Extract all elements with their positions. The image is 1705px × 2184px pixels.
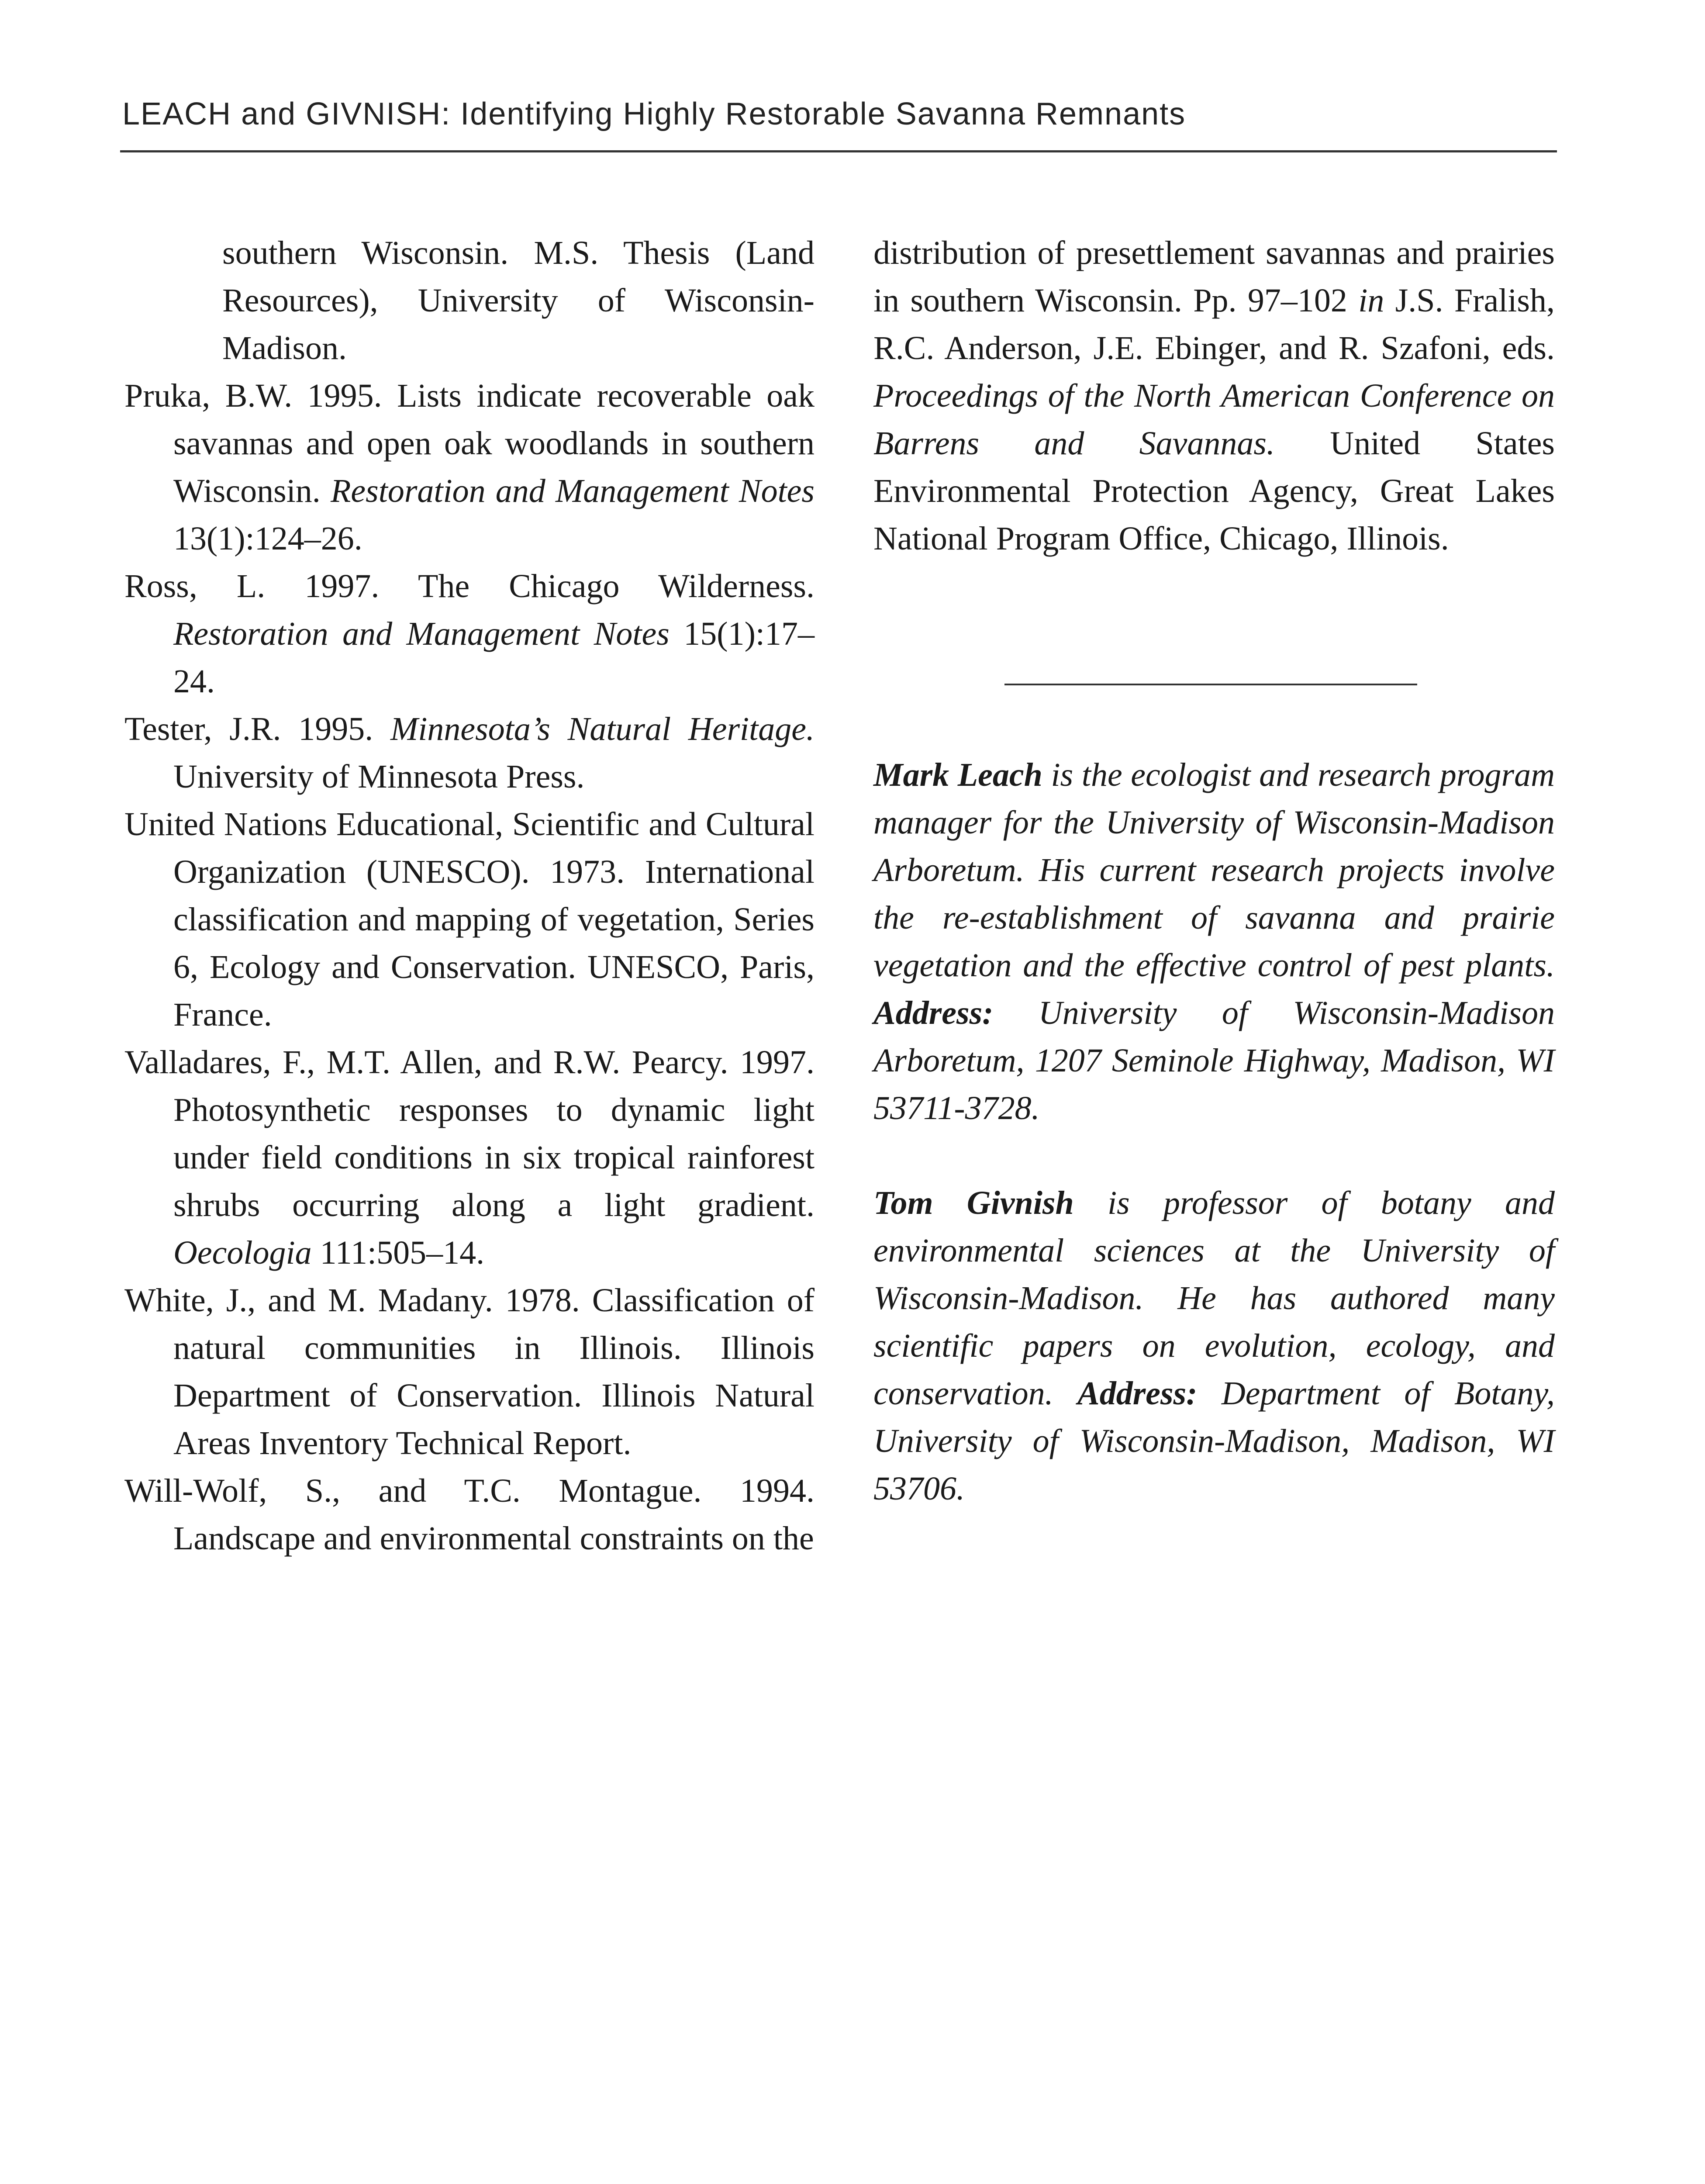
reference-valladares: Valladares, F., M.T. Allen, and R.W. Pearcy. 1997. Photosynthetic responses to dynamic light under field conditions in six tropical rainforest shrubs occurring along a light gradient. Oecologia 111:505–14. bbox=[124, 1044, 815, 1271]
reference-white: White, J., and M. Madany. 1978. Classification of natural communities in Illinois. Illinois Department of Conservation. Illinois Natural Areas Inventory Technical Report. bbox=[124, 1282, 815, 1462]
references-right-column bbox=[873, 229, 1555, 563]
reference-continuation: southern Wisconsin. M.S. Thesis (Land Resources), University of Wisconsin-Madison. bbox=[222, 235, 815, 366]
reference-willwolf-continuation: distribution of presettlement savannas and prairies in southern Wisconsin. Pp. 97–102 in J.S. Fralish, R.C. Anderson, J.E. Ebinger, and R. Szafoni, eds. Proceedings of the North American Conference on Barrens and Savannas. United States Environmental Protection Agency, Great Lakes National Program Office, Chicago, Illinois. bbox=[873, 235, 1555, 557]
reference-ross: Ross, L. 1997. The Chicago Wilderness. Restoration and Management Notes 15(1):17–24. bbox=[124, 568, 815, 700]
running-head: LEACH and GIVNISH: Identifying Highly Restorable Savanna Remnants bbox=[122, 97, 1186, 131]
author-bio-givnish: Tom Givnish is professor of botany and environmental sciences at the University of Wisconsin-Madison. He has authored many scientific papers on evolution, ecology, and conservation. Address: Department of Botany, University of Wisconsin-Madison, Madison, WI 53706. bbox=[873, 1185, 1555, 1507]
author-bio-leach: Mark Leach is the ecologist and research program manager for the University of Wisconsin-Madison Arboretum. His current research projects involve the re-establishment of savanna and prairie vegetation and the effective control of pest plants. Address: University of Wisconsin-Madison Arboretum, 1207 Seminole Highway, Madison, WI 53711-3728. bbox=[873, 757, 1555, 1127]
reference-tester: Tester, J.R. 1995. Minnesota’s Natural Heritage. University of Minnesota Press. bbox=[124, 711, 815, 795]
section-separator-rule bbox=[1004, 684, 1417, 685]
header-rule bbox=[120, 150, 1557, 152]
reference-willwolf: Will-Wolf, S., and T.C. Montague. 1994. Landscape and environmental constraints on the bbox=[124, 1472, 815, 1557]
reference-pruka: Pruka, B.W. 1995. Lists indicate recoverable oak savannas and open oak woodlands in southern Wisconsin. Restoration and Management Notes 13(1):124–26. bbox=[124, 377, 815, 557]
reference-unesco: United Nations Educational, Scientific and Cultural Organization (UNESCO). 1973. International classification and mapping of vegetation, Series 6, Ecology and Conservation. UNESCO, Paris, France. bbox=[124, 806, 815, 1033]
references-left-column bbox=[124, 229, 815, 1562]
